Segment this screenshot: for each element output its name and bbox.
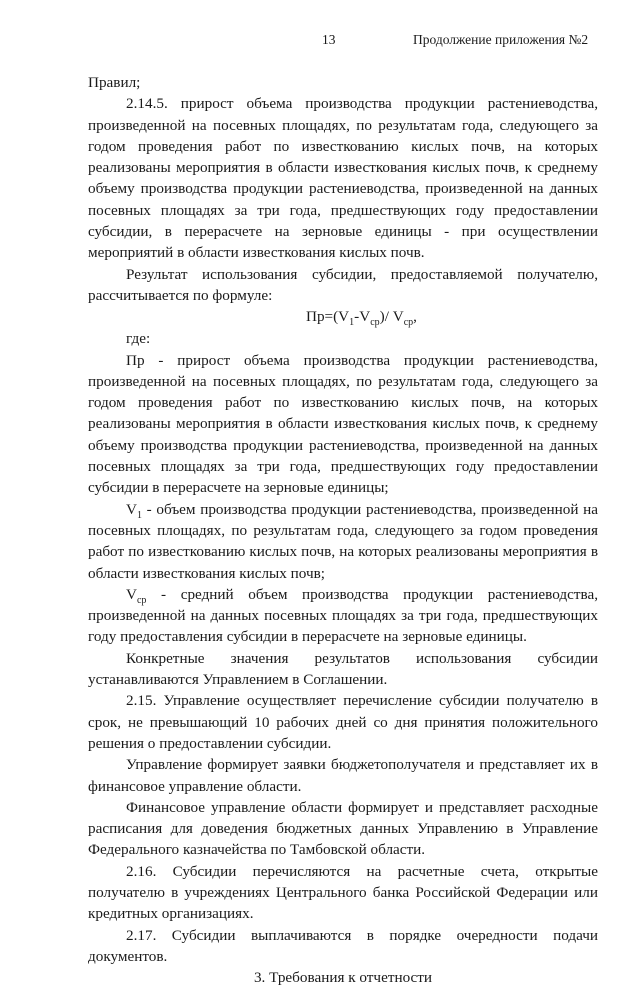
page-header: [0, 32, 640, 52]
formula-end: ,: [413, 308, 417, 326]
paragraph-konkretnye: Конкретные значения результатов использования субсидии устанавливаются Управлением в Соглашении.: [88, 649, 598, 689]
appendix-continuation-label: Продолжение приложения №2: [413, 32, 589, 47]
paragraph-pravil: Правил;: [88, 74, 141, 91]
formula-sub-1: 1: [349, 317, 355, 329]
paragraph-2-14-5: 2.14.5. прирост объема производства продукции растениеводства, произведенной на посевных площадях, по результатам года, следующего за годом проведения работ по известкованию кислых почв, на которых реализованы мероприятия в области известкования кислых почв, к среднему объему производства продукции растениеводства, произведенной на данных посевных площадях за три года, предшествующих году предоставлении субсидии, в перерасчете на зерновые единицы - при осуществлении мероприятий в области известкования кислых почв.: [88, 95, 598, 262]
formula-div: )/ V: [379, 308, 404, 326]
paragraph-zayavki: Управление формирует заявки бюджетополучателя и представляет их в финансовое управление области.: [88, 756, 598, 795]
where-label: где:: [126, 330, 151, 348]
paragraph-v1-definition: [88, 499, 598, 584]
section-3-heading: 3. Требования к отчетности: [253, 969, 433, 987]
formula-lhs: Пр=(V: [306, 308, 350, 326]
paragraph-2-15: 2.15. Управление осуществляет перечисление субсидии получателю в срок, не превышающий 10 рабочих дней со дня принятия положительного решения о предоставлении субсидии.: [88, 692, 598, 752]
vcp-text: - средний объем производства продукции растениеводства, произведенной на данных посевных площадях за три года, предшествующих году предоставления субсидии в перерасчете на зерновые единицы.: [88, 585, 598, 646]
vcp-subscript: ср: [136, 594, 147, 606]
paragraph-finupravlenie: Финансовое управление области формирует и представляет расходные расписания для доведения бюджетных данных Управлению в Управление Федерального казначейства по Тамбовской области.: [88, 798, 598, 859]
v1-symbol: V: [126, 500, 137, 518]
vcp-symbol: V: [126, 585, 137, 603]
paragraph-2-16: 2.16. Субсидии перечисляются на расчетные счета, открытые получателю в учреждениях Центрального банка Российской Федерации или кредитных организациях.: [88, 862, 598, 923]
formula-mid: -V: [354, 308, 371, 326]
v1-subscript: 1: [136, 509, 142, 521]
paragraph-vcp-definition: [88, 584, 598, 648]
formula: [88, 306, 598, 328]
formula-sub-3: ср: [403, 317, 414, 329]
paragraph-result-formula-intro: Результат использования субсидии, предоставляемой получателю, рассчитывается по формуле:: [88, 265, 598, 304]
document-body: [88, 72, 598, 988]
paragraph-pr-definition: Пр - прирост объема производства продукции растениеводства, произведенной на посевных площадях, по результатам года, следующего за годом проведения работ по известкованию кислых почв, на которых реализованы мероприятия в области известкования кислых почв, к среднему объему производства продукции растениеводства, произведенной на данных посевных площадях за три года, предшествующих году предоставлении субсидии в перерасчете на зерновые единицы;: [88, 351, 598, 497]
page-number: 13: [322, 32, 336, 47]
formula-sub-2: ср: [370, 317, 380, 329]
paragraph-2-17: 2.17. Субсидии выплачиваются в порядке очередности подачи документов.: [88, 926, 598, 965]
v1-text: - объем производства продукции растениеводства, произведенной на посевных площадях, по результатам года, следующего за годом проведения работ по известкованию кислых почв, на которых реализованы мероприятия в области известкования кислых почв;: [88, 500, 598, 582]
